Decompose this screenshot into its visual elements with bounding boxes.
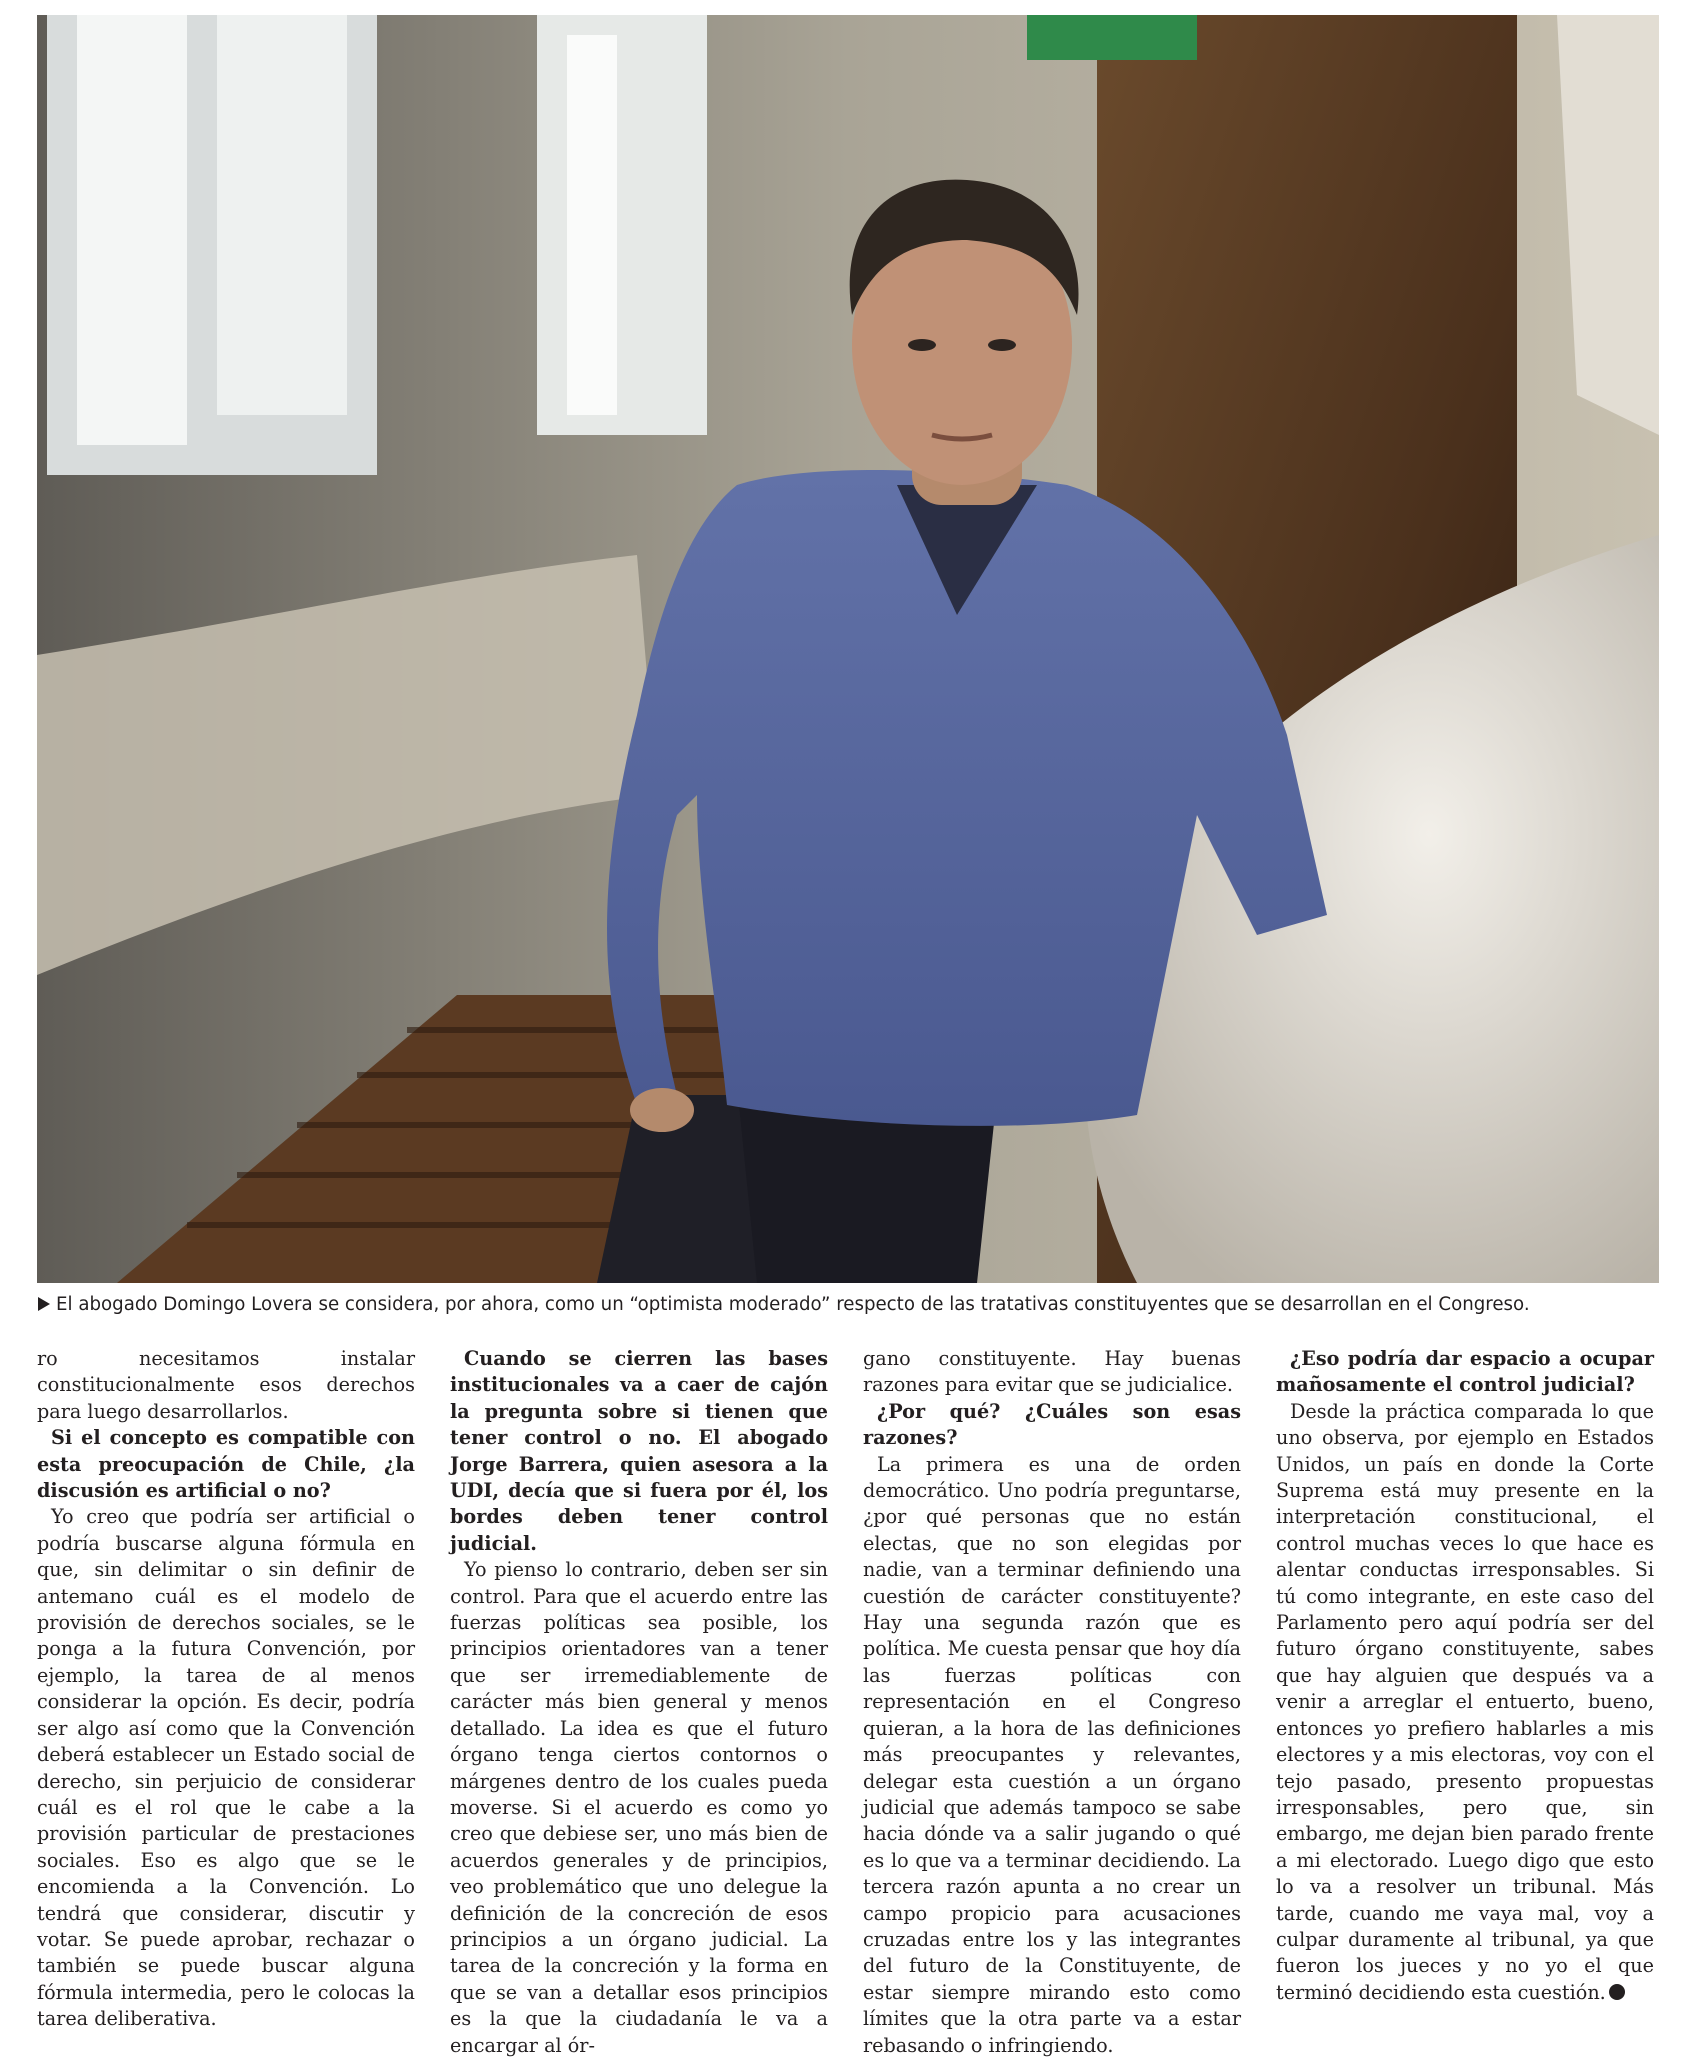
interview-answer: Yo pienso lo contrario, deben ser sin control. Para que el acuerdo entre las fuerzas políticas sea posible, los principios orientadores van a tener que ser irremediablemente de carácter más bien general y menos detallado. La idea es que el futuro órgano tenga ciertos contornos o márgenes dentro de los cuales pueda moverse. Si el acuerdo es como yo creo que debiese ser, uno más bien de acuerdos generales y de principios, veo problemático que uno delegue la definición de la concreción de esos principios a un órgano judicial. La tarea de la concreción y la forma en que se van a detallar esos principios es la que la ciudadanía le va a encargar al ór- bbox=[450, 1558, 828, 2057]
interview-question: Si el concepto es compatible con esta preocupación de Chile, ¿la discusión es artificial o no? bbox=[37, 1426, 415, 1503]
caption-text: El abogado Domingo Lovera se considera, por ahora, como un “optimista moderado” respecto de las tratativas constituyentes que se desarrollan en el Congreso. bbox=[56, 1294, 1530, 1315]
interview-question: Cuando se cierren las bases institucionales va a caer de cajón la pregunta sobre si tienen que tener control o no. El abogado Jorge Barrera, quien asesora a la UDI, decía que si fuera por él, los bordes deben tener control judicial. bbox=[450, 1347, 828, 1555]
interview-question: ¿Por qué? ¿Cuáles son esas razones? bbox=[863, 1399, 1241, 1450]
paragraph: ro necesitamos instalar constitucionalmente esos derechos para luego desarrollarlos. bbox=[37, 1347, 415, 1423]
article-column-2 bbox=[450, 1346, 828, 2059]
article-column-3 bbox=[863, 1346, 1241, 2059]
interview-answer: La primera es una de orden democrático. Uno podría preguntarse, ¿por qué personas que no están electas, que no son elegidas por nadie, van a terminar definiendo una cuestión de carácter constituyente? Hay una segunda razón que es política. Me cuesta pensar que hoy día las fuerzas políticas con representación en el Congreso quieran, a la hora de las definiciones más preocupantes y relevantes, delegar esta cuestión a un órgano judicial que además tampoco se sabe hacia dónde va a salir jugando o qué es lo que va a terminar decidiendo. La tercera razón apunta a no crear un campo propicio para acusaciones cruzadas entre los y las integrantes del futuro de la Constituyente, de estar siempre mirando esto como límites que la otra parte va a estar rebasando o infringiendo. bbox=[863, 1452, 1241, 2057]
interview-answer: Yo creo que podría ser artificial o podría buscarse alguna fórmula en que, sin delimitar o sin definir de antemano cuál es el modelo de provisión de derechos sociales, se le ponga a la futura Convención, por ejemplo, la tarea de al menos considerar la opción. Es decir, podría ser algo así como que la Convención deberá establecer un Estado social de derecho, sin perjuicio de considerar cuál es el rol que le cabe a la provisión particular de prestaciones sociales. Eso es algo que se le encomienda a la Convención. Lo tendrá que considerar, discutir y votar. Se puede aprobar, rechazar o también se puede buscar alguna fórmula intermedia, pero le colocas la tarea deliberativa. bbox=[37, 1505, 415, 2031]
article-column-4 bbox=[1276, 1346, 1654, 2006]
article-photo bbox=[37, 15, 1659, 1283]
interview-answer bbox=[1276, 1399, 1654, 2006]
answer-text: Desde la práctica comparada lo que uno observa, por ejemplo en Estados Unidos, un país en donde la Corte Suprema está muy presente en la interpretación constitucional, el control muchas veces lo que hace es alentar conductas irresponsables. Si tú como integrante, en este caso del Parlamento pero aquí podría ser del futuro órgano constituyente, sabes que hay alguien que después va a venir a arreglar el entuerto, bueno, entonces yo prefiero hablarles a mis electores y a mis electoras, voy con el tejo pasado, presento propuestas irresponsables, pero que, sin embargo, me dejan bien parado frente a mi electorado. Luego digo que esto lo va a resolver un tribunal. Más tarde, cuando me vaya mal, voy a culpar duramente al tribunal, ya que fueron los jueces y no yo el que terminó decidiendo esta cuestión. bbox=[1276, 1399, 1654, 2004]
portrait-illustration bbox=[37, 15, 1659, 1283]
end-of-article-icon bbox=[1609, 1984, 1625, 2000]
article-column-1 bbox=[37, 1346, 415, 2033]
paragraph: gano constituyente. Hay buenas razones para evitar que se judicialice. bbox=[863, 1347, 1241, 1397]
interview-question: ¿Eso podría dar espacio a ocupar mañosamente el control judicial? bbox=[1276, 1347, 1654, 1397]
caption-arrow-icon bbox=[38, 1297, 50, 1311]
photo-caption bbox=[38, 1292, 1658, 1318]
